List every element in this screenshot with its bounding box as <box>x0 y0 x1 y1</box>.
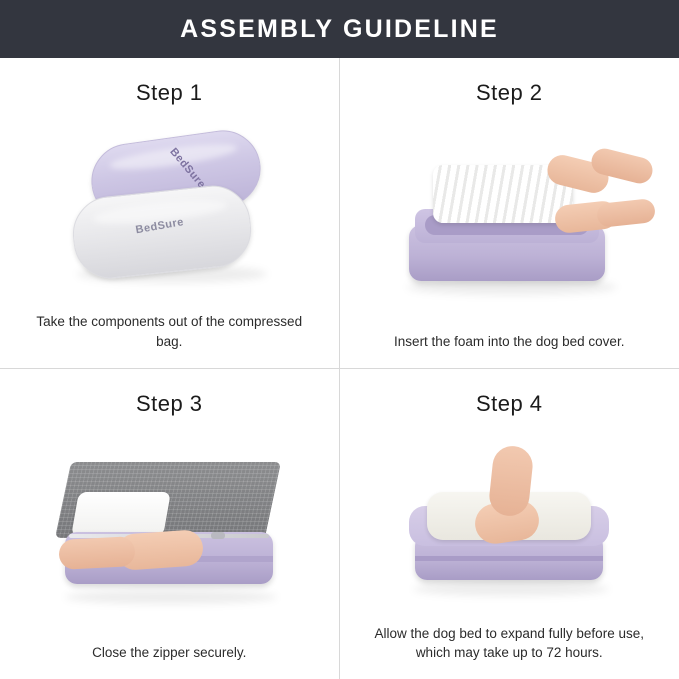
step-4-illustration <box>356 417 664 624</box>
step-1-title: Step 1 <box>135 80 203 105</box>
step-3-title: Step 3 <box>135 390 203 416</box>
step-cell-3 <box>0 369 340 679</box>
step-cell-1 <box>0 58 340 369</box>
step-cell-2 <box>340 58 679 369</box>
steps-grid <box>0 58 679 679</box>
foam-visible <box>71 492 171 536</box>
step-1-illustration <box>16 106 323 312</box>
drop-shadow <box>413 582 609 596</box>
roll-brand-top: BedSure <box>167 145 209 192</box>
step-2-illustration <box>356 106 664 332</box>
step-3-caption: Close the zipper securely. <box>92 645 247 661</box>
page-title: ASSEMBLY GUIDELINE <box>180 14 499 43</box>
step-2-caption: Insert the foam into the dog bed cover. <box>394 333 625 349</box>
step-cell-4 <box>340 369 679 679</box>
roll-brand-bottom: BedSure <box>134 216 186 237</box>
bed-seam <box>415 556 603 561</box>
step-4-caption: Allow the dog bed to expand fully before use, which may take up to 72 hours. <box>374 625 644 661</box>
arm-left <box>59 536 136 570</box>
zipper-pull <box>211 532 225 539</box>
header-bar <box>0 0 679 58</box>
step-3-illustration <box>16 417 323 644</box>
arm-right-bottom <box>596 198 656 228</box>
step-4-title: Step 4 <box>475 390 543 416</box>
step-2-title: Step 2 <box>475 80 543 105</box>
drop-shadow <box>407 279 617 295</box>
step-1-caption: Take the components out of the compressed bag. <box>36 314 303 349</box>
drop-shadow <box>65 590 277 604</box>
